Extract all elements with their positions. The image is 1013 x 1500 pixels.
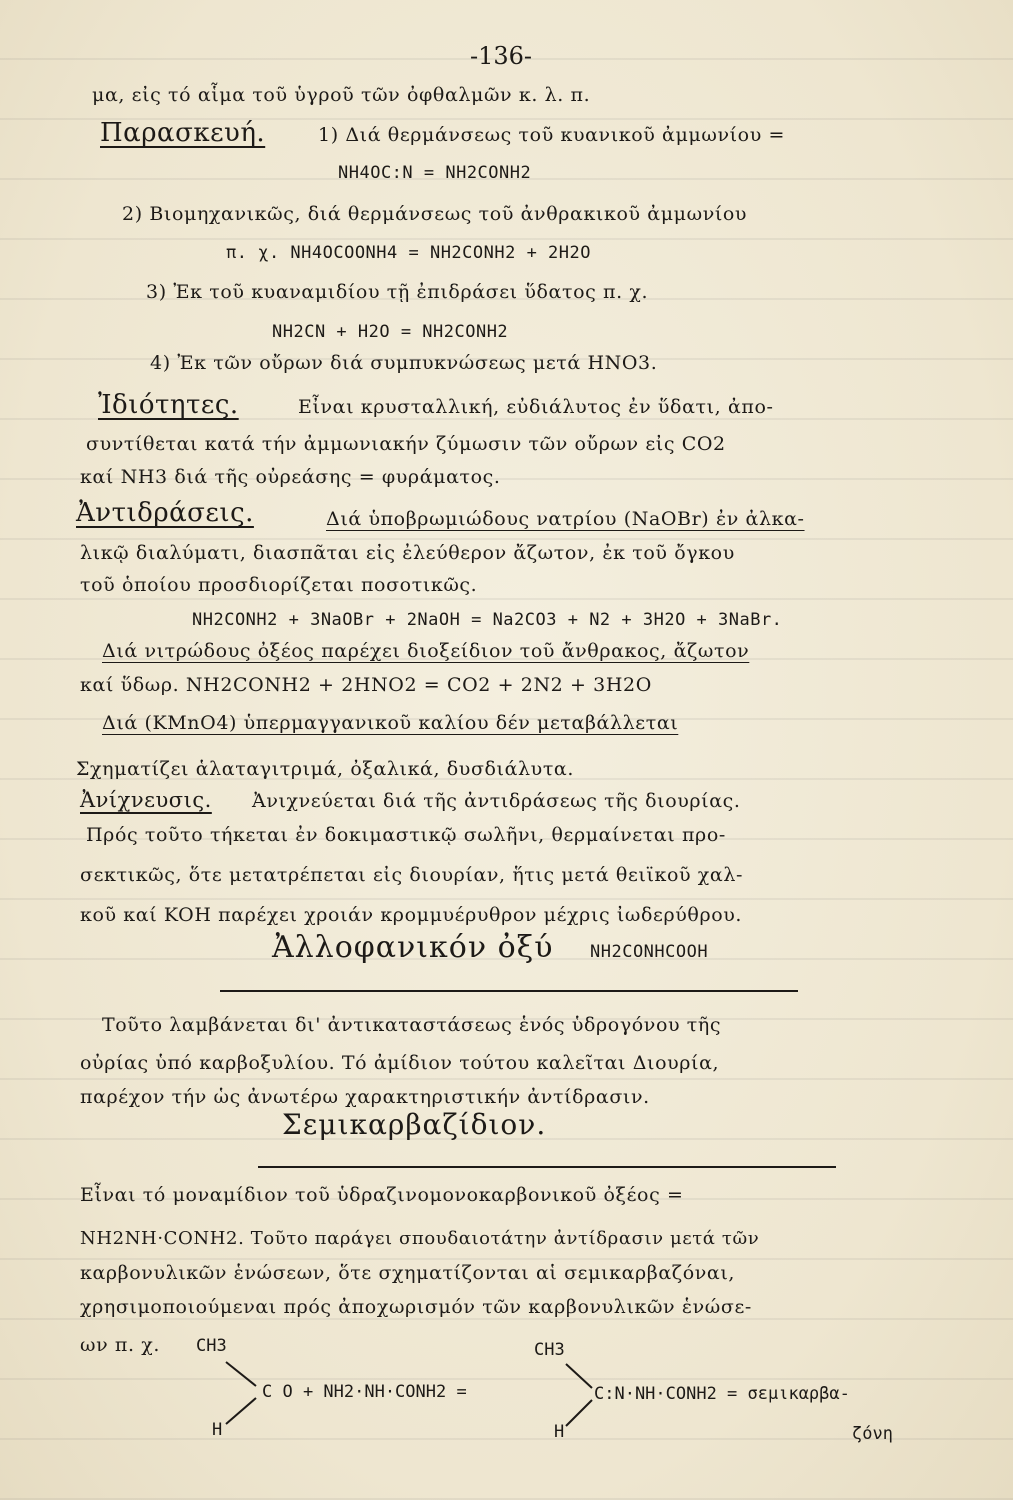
text-line: Σχηματίζει ἁλαταγιτριμά, ὀξαλικά, δυσδιάλυτα. [76, 758, 575, 780]
bond-line [226, 1398, 256, 1424]
text-line: 4) Ἐκ τῶν οὔρων διά συμπυκνώσεως μετά HNO3. [150, 352, 658, 374]
text-line: ων π. χ. [80, 1334, 161, 1356]
text-line: 1) Διά θερμάνσεως τοῦ κυανικοῦ ἀμμωνίου = [318, 124, 786, 146]
text-line: Ἀνιχνεύεται διά τῆς ἀντιδράσεως τῆς διουρίας. [252, 790, 741, 812]
formula-h-left: H [212, 1420, 223, 1440]
section-heading-preparation: Παρασκευή. [100, 118, 266, 148]
text-line: κοῦ καί KOH παρέχει χροιάν κρομμυέρυθρον μέχρις ἰωδερύθρου. [80, 904, 743, 926]
formula-reactants: C O + NH2·NH·CONH2 = [262, 1382, 467, 1402]
formula-h-right: H [554, 1422, 565, 1442]
formula-line: NH2CONH2 + 3NaOBr + 2NaOH = Na2CO3 + N2 + 3H2O + 3NaBr. [192, 610, 783, 630]
bond-line [566, 1400, 592, 1426]
text-line: 3) Ἐκ τοῦ κυαναμιδίου τῇ ἐπιδράσει ὕδατος π. χ. [146, 281, 649, 303]
text-line: σεκτικῶς, ὅτε μετατρέπεται εἰς διουρίαν, ἥτις μετά θειϊκοῦ χαλ- [80, 864, 744, 886]
text-line: συντίθεται κατά τήν ἀμμωνιακήν ζύμωσιν τῶν οὔρων εἰς CO2 [86, 433, 726, 455]
bond-line [226, 1362, 256, 1386]
text-line: Διά (KMnO4) ὑπερμαγγανικοῦ καλίου δέν μεταβάλλεται [102, 712, 679, 734]
page-number: -136- [470, 42, 533, 70]
bond-line [566, 1364, 592, 1388]
heading-allophanic-acid: Ἀλλοφανικόν ὀξύ [272, 930, 554, 965]
section-heading-properties: Ἰδιότητες. [98, 390, 239, 420]
formula-line: NH2CONHCOOH [590, 942, 709, 962]
text-line: καί ὕδωρ. NH2CONH2 + 2HNO2 = CO2 + 2N2 + 3H2O [80, 674, 652, 696]
section-heading-detection: Ἀνίχνευσις. [80, 788, 212, 812]
text-line: χρησιμοποιούμεναι πρός ἀποχωρισμόν τῶν καρβονυλικῶν ἑνώσε- [80, 1296, 752, 1318]
formula-ch3-right: CH3 [534, 1340, 565, 1360]
formula-line: NH4OC:N = NH2CONH2 [338, 163, 532, 183]
text-line: μα, εἰς τό αἷμα τοῦ ὑγροῦ τῶν ὀφθαλμῶν κ. λ. π. [92, 84, 591, 106]
text-line: Τοῦτο λαμβάνεται δι' ἀντικαταστάσεως ἑνός ὑδρογόνου τῆς [102, 1014, 722, 1036]
formula-line: NH2CN + H2O = NH2CONH2 [272, 322, 509, 342]
formula-line: π. χ. NH4OCOONH4 = NH2CONH2 + 2H2O [226, 243, 591, 263]
formula-product: C:N·NH·CONH2 = σεμικαρβα- [594, 1384, 850, 1404]
text-line: Εἶναι κρυσταλλική, εὐδιάλυτος ἐν ὕδατι, ἀπο- [298, 396, 774, 418]
text-line: λικῷ διαλύματι, διασπᾶται εἰς ἐλεύθερον ἄζωτον, ἐκ τοῦ ὄγκου [80, 542, 735, 564]
text-line: Πρός τοῦτο τήκεται ἐν δοκιμαστικῷ σωλῆνι, θερμαίνεται προ- [86, 824, 726, 846]
text-line: καρβονυλικῶν ἑνώσεων, ὅτε σχηματίζονται αἱ σεμικαρβαζόναι, [80, 1262, 736, 1284]
text-line: 2) Βιομηχανικῶς, διά θερμάνσεως τοῦ ἀνθρακικοῦ ἀμμωνίου [122, 203, 748, 225]
text-line: καί NH3 διά τῆς οὐρεάσης = φυράματος. [80, 466, 501, 488]
text-line: παρέχον τήν ὡς ἀνωτέρω χαρακτηριστικήν ἀντίδρασιν. [80, 1086, 650, 1108]
text-line: Διά νιτρώδους ὀξέος παρέχει διοξείδιον τοῦ ἄνθρακος, ἄζωτον [102, 640, 750, 662]
formula-ch3-left: CH3 [196, 1336, 227, 1356]
text-line: τοῦ ὁποίου προσδιορίζεται ποσοτικῶς. [80, 574, 478, 596]
section-heading-reactions: Ἀντιδράσεις. [76, 498, 254, 528]
formula-product-cont: ζόνη [852, 1424, 893, 1444]
text-line: Διά ὑποβρωμιώδους νατρίου (NaOBr) ἐν ἀλκα- [326, 508, 805, 530]
heading-semicarbazide: Σεμικαρβαζίδιον. [282, 1108, 547, 1141]
text-line: Εἶναι τό μοναμίδιον τοῦ ὑδραζινομονοκαρβονικοῦ ὀξέος = [80, 1184, 684, 1206]
text-line: NH2NH·CONH2. Τοῦτο παράγει σπουδαιοτάτην ἀντίδρασιν μετά τῶν [80, 1228, 760, 1249]
text-line: οὐρίας ὑπό καρβοξυλίου. Τό ἀμίδιον τούτου καλεῖται Διουρία, [80, 1052, 720, 1074]
